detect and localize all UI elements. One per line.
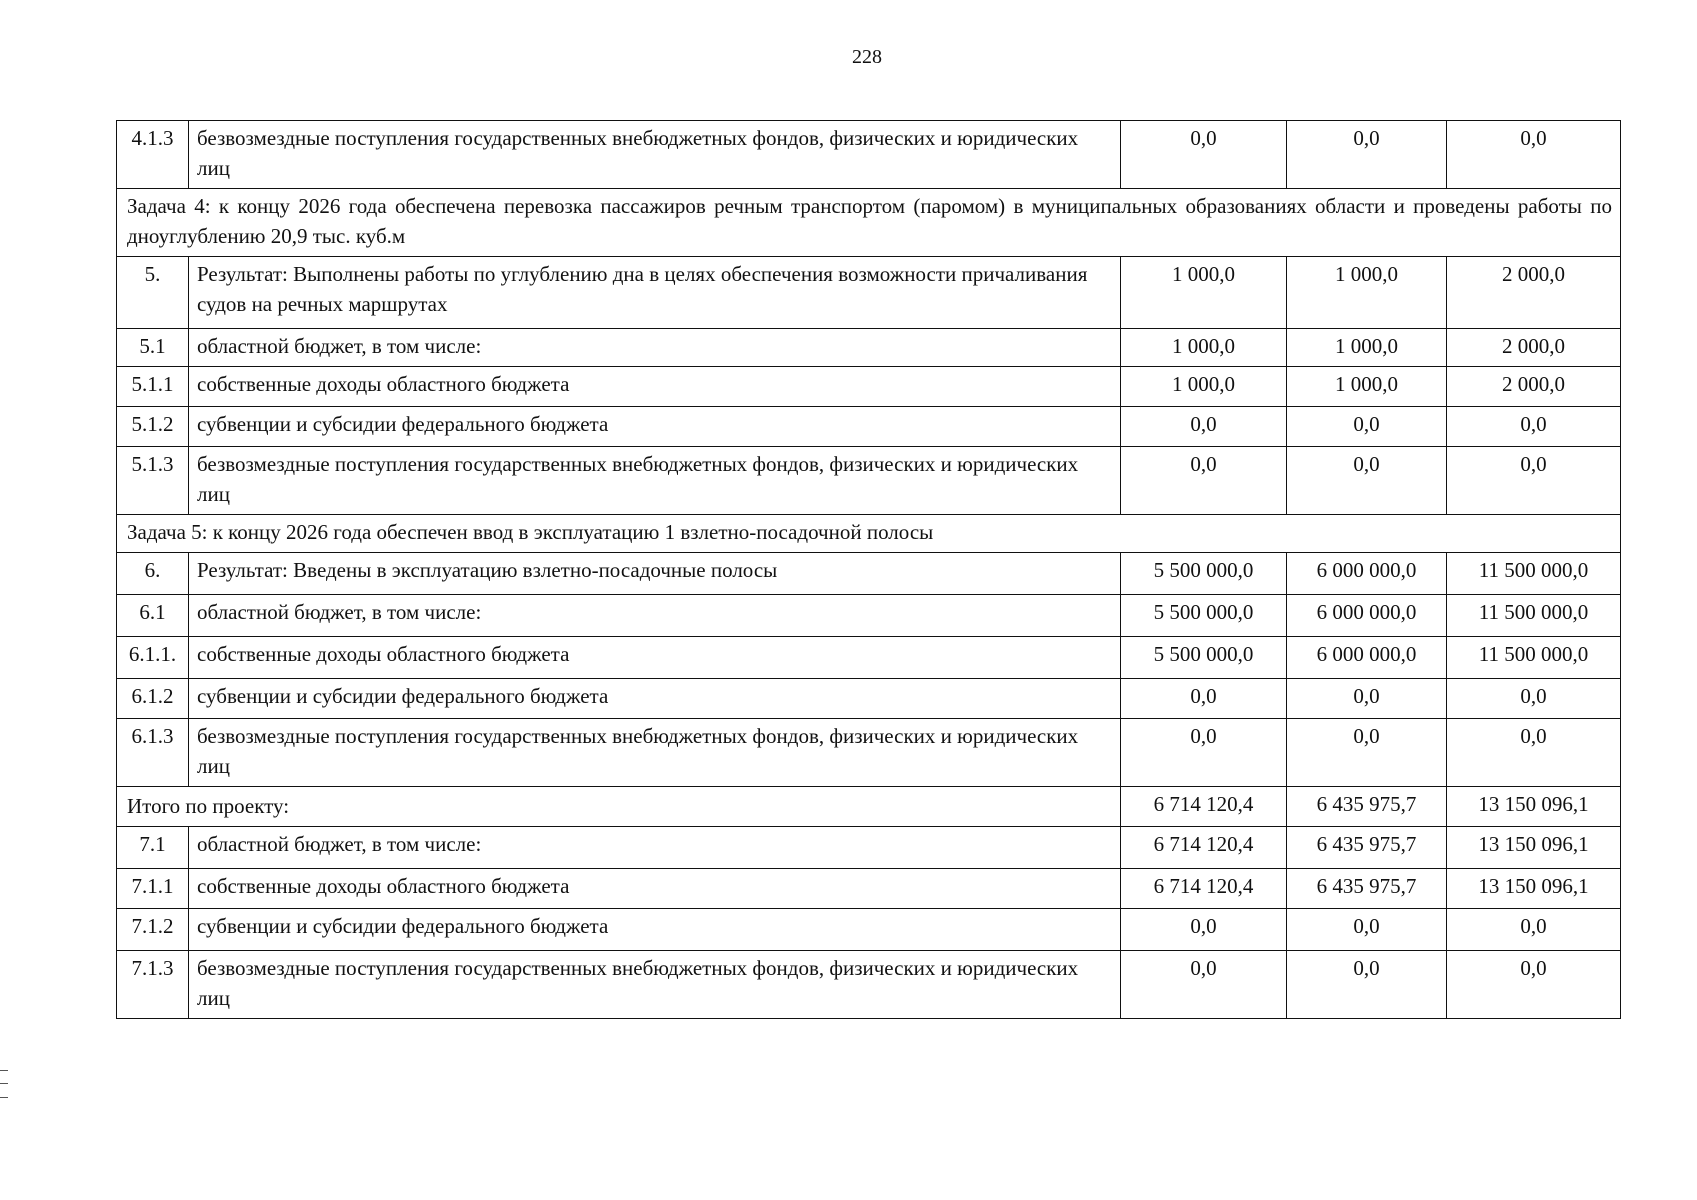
row-label: областной бюджет, в том числе: bbox=[189, 594, 1121, 636]
value-cell: 0,0 bbox=[1447, 121, 1621, 189]
value-cell: 0,0 bbox=[1287, 950, 1447, 1018]
value-cell: 0,0 bbox=[1287, 446, 1447, 514]
row-number: 5.1.1 bbox=[117, 366, 189, 406]
value-cell: 5 500 000,0 bbox=[1121, 552, 1287, 594]
row-label: Результат: Выполнены работы по углублению дна в целях обеспечения возможности причаливания судов на речных маршрутах bbox=[189, 256, 1121, 328]
value-cell: 6 714 120,4 bbox=[1121, 826, 1287, 868]
row-number: 4.1.3 bbox=[117, 121, 189, 189]
value-cell: 2 000,0 bbox=[1447, 256, 1621, 328]
value-cell: 0,0 bbox=[1447, 908, 1621, 950]
row-number: 5.1 bbox=[117, 328, 189, 366]
row-label: собственные доходы областного бюджета bbox=[189, 868, 1121, 908]
value-cell: 13 150 096,1 bbox=[1447, 868, 1621, 908]
value-cell: 0,0 bbox=[1121, 908, 1287, 950]
value-cell: 13 150 096,1 bbox=[1447, 826, 1621, 868]
row-number: 7.1 bbox=[117, 826, 189, 868]
total-row bbox=[117, 786, 1621, 826]
value-cell: 11 500 000,0 bbox=[1447, 594, 1621, 636]
value-cell: 6 714 120,4 bbox=[1121, 786, 1287, 826]
value-cell: 0,0 bbox=[1447, 718, 1621, 786]
value-cell: 11 500 000,0 bbox=[1447, 636, 1621, 678]
table-row bbox=[117, 406, 1621, 446]
table-row bbox=[117, 121, 1621, 189]
value-cell: 0,0 bbox=[1287, 406, 1447, 446]
row-number: 6.1.1. bbox=[117, 636, 189, 678]
row-label: безвозмездные поступления государственных внебюджетных фондов, физических и юридических лиц bbox=[189, 950, 1121, 1018]
value-cell: 6 435 975,7 bbox=[1287, 786, 1447, 826]
value-cell: 5 500 000,0 bbox=[1121, 636, 1287, 678]
value-cell: 0,0 bbox=[1121, 446, 1287, 514]
row-label: субвенции и субсидии федерального бюджета bbox=[189, 406, 1121, 446]
table-row bbox=[117, 950, 1621, 1018]
row-number: 7.1.3 bbox=[117, 950, 189, 1018]
table-row bbox=[117, 908, 1621, 950]
row-label: Результат: Введены в эксплуатацию взлетно-посадочные полосы bbox=[189, 552, 1121, 594]
task-row bbox=[117, 514, 1621, 552]
row-label: областной бюджет, в том числе: bbox=[189, 328, 1121, 366]
value-cell: 0,0 bbox=[1447, 678, 1621, 718]
value-cell: 0,0 bbox=[1447, 950, 1621, 1018]
table-row bbox=[117, 256, 1621, 328]
row-label: безвозмездные поступления государственных внебюджетных фондов, физических и юридических лиц bbox=[189, 446, 1121, 514]
value-cell: 1 000,0 bbox=[1121, 366, 1287, 406]
row-label: областной бюджет, в том числе: bbox=[189, 826, 1121, 868]
budget-table-body bbox=[117, 121, 1621, 1019]
budget-table bbox=[116, 120, 1621, 1019]
row-number: 6.1 bbox=[117, 594, 189, 636]
value-cell: 5 500 000,0 bbox=[1121, 594, 1287, 636]
value-cell: 1 000,0 bbox=[1121, 328, 1287, 366]
table-row bbox=[117, 552, 1621, 594]
row-label: собственные доходы областного бюджета bbox=[189, 366, 1121, 406]
row-label: субвенции и субсидии федерального бюджета bbox=[189, 908, 1121, 950]
value-cell: 6 000 000,0 bbox=[1287, 636, 1447, 678]
value-cell: 6 435 975,7 bbox=[1287, 868, 1447, 908]
value-cell: 0,0 bbox=[1287, 908, 1447, 950]
value-cell: 0,0 bbox=[1121, 678, 1287, 718]
value-cell: 11 500 000,0 bbox=[1447, 552, 1621, 594]
value-cell: 6 000 000,0 bbox=[1287, 552, 1447, 594]
table-row bbox=[117, 446, 1621, 514]
value-cell: 0,0 bbox=[1447, 446, 1621, 514]
row-number: 6.1.3 bbox=[117, 718, 189, 786]
table-row bbox=[117, 718, 1621, 786]
value-cell: 0,0 bbox=[1287, 678, 1447, 718]
table-row bbox=[117, 636, 1621, 678]
table-row bbox=[117, 868, 1621, 908]
value-cell: 0,0 bbox=[1121, 718, 1287, 786]
row-label: собственные доходы областного бюджета bbox=[189, 636, 1121, 678]
value-cell: 1 000,0 bbox=[1287, 328, 1447, 366]
table-row bbox=[117, 826, 1621, 868]
table-row bbox=[117, 594, 1621, 636]
task-row bbox=[117, 189, 1621, 257]
row-label: безвозмездные поступления государственных внебюджетных фондов, физических и юридических лиц bbox=[189, 121, 1121, 189]
row-number: 6. bbox=[117, 552, 189, 594]
table-row bbox=[117, 366, 1621, 406]
total-label: Итого по проекту: bbox=[117, 786, 1121, 826]
value-cell: 0,0 bbox=[1121, 950, 1287, 1018]
page-number: 228 bbox=[852, 46, 882, 68]
row-number: 7.1.2 bbox=[117, 908, 189, 950]
row-number: 6.1.2 bbox=[117, 678, 189, 718]
value-cell: 6 714 120,4 bbox=[1121, 868, 1287, 908]
value-cell: 0,0 bbox=[1121, 406, 1287, 446]
row-number: 5.1.2 bbox=[117, 406, 189, 446]
value-cell: 1 000,0 bbox=[1121, 256, 1287, 328]
task-description: Задача 4: к концу 2026 года обеспечена перевозка пассажиров речным транспортом (паромом) в муниципальных образованиях области и проведены работы по дноуглублению 20,9 тыс. куб.м bbox=[117, 189, 1621, 257]
value-cell: 0,0 bbox=[1121, 121, 1287, 189]
value-cell: 1 000,0 bbox=[1287, 366, 1447, 406]
row-label: субвенции и субсидии федерального бюджета bbox=[189, 678, 1121, 718]
value-cell: 2 000,0 bbox=[1447, 366, 1621, 406]
table-row bbox=[117, 328, 1621, 366]
task-description: Задача 5: к концу 2026 года обеспечен ввод в эксплуатацию 1 взлетно-посадочной полосы bbox=[117, 514, 1621, 552]
row-label: безвозмездные поступления государственных внебюджетных фондов, физических и юридических лиц bbox=[189, 718, 1121, 786]
table-row bbox=[117, 678, 1621, 718]
value-cell: 6 435 975,7 bbox=[1287, 826, 1447, 868]
value-cell: 2 000,0 bbox=[1447, 328, 1621, 366]
value-cell: 6 000 000,0 bbox=[1287, 594, 1447, 636]
value-cell: 0,0 bbox=[1287, 718, 1447, 786]
value-cell: 0,0 bbox=[1287, 121, 1447, 189]
value-cell: 13 150 096,1 bbox=[1447, 786, 1621, 826]
value-cell: 1 000,0 bbox=[1287, 256, 1447, 328]
row-number: 5.1.3 bbox=[117, 446, 189, 514]
row-number: 5. bbox=[117, 256, 189, 328]
value-cell: 0,0 bbox=[1447, 406, 1621, 446]
scan-edge-mark bbox=[0, 1070, 8, 1098]
row-number: 7.1.1 bbox=[117, 868, 189, 908]
